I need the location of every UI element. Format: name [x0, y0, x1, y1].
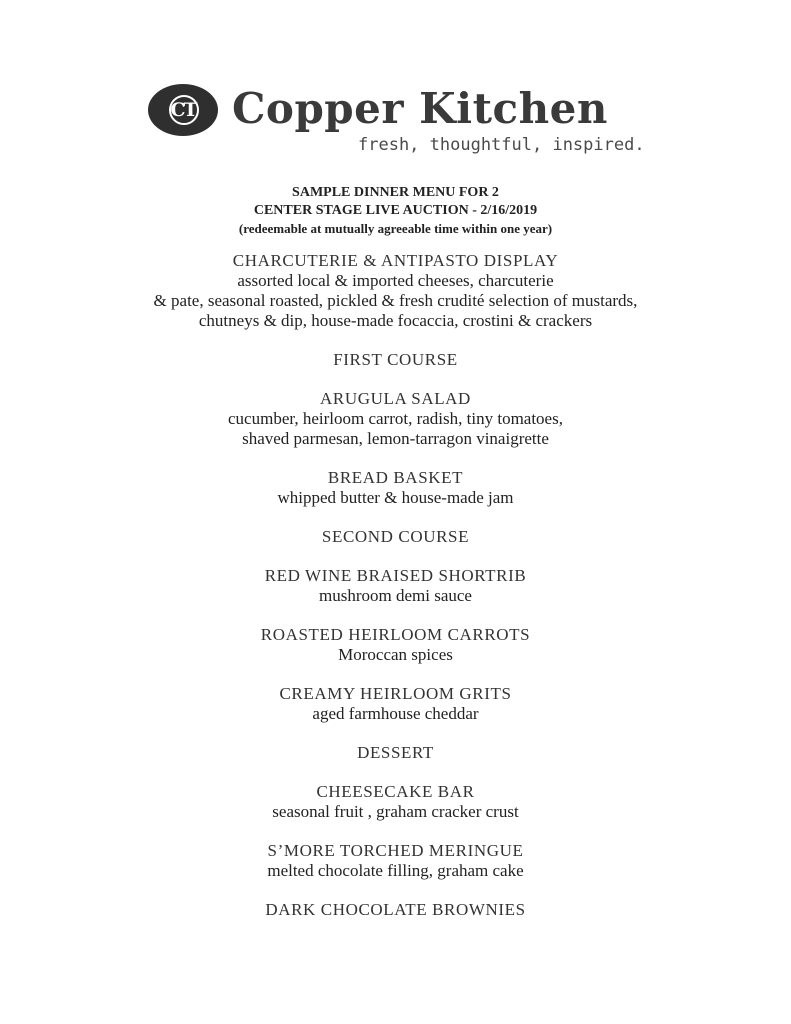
menu-header	[0, 184, 791, 238]
menu-item	[0, 467, 791, 508]
event-line: CENTER STAGE LIVE AUCTION - 2/16/2019	[253, 203, 538, 218]
menu-item	[0, 781, 791, 822]
menu-item-title: CREAMY HEIRLOOM GRITS	[279, 684, 512, 703]
menu-item	[0, 250, 791, 331]
menu-item-description: & pate, seasonal roasted, pickled & fresh crudité selection of mustards,	[153, 291, 638, 310]
menu-item-description: shaved parmesan, lemon-tarragon vinaigrette	[242, 429, 549, 448]
menu-item	[0, 899, 791, 920]
menu-item-title: BREAD BASKET	[327, 468, 464, 487]
menu-item-title: FIRST COURSE	[333, 350, 458, 369]
redemption-note: (redeemable at mutually agreeable time within one year)	[238, 221, 553, 236]
menu-item-title: RED WINE BRAISED SHORTRIB	[264, 566, 527, 585]
menu-item	[0, 683, 791, 724]
menu-item-description: cucumber, heirloom carrot, radish, tiny tomatoes,	[228, 409, 563, 428]
menu-item	[0, 624, 791, 665]
menu-item	[0, 388, 791, 449]
menu-item-description: mushroom demi sauce	[319, 586, 472, 605]
menu-item-title: SECOND COURSE	[321, 527, 470, 546]
menu-item	[0, 742, 791, 763]
menu-item-description: aged farmhouse cheddar	[312, 704, 479, 723]
brand-name: Copper Kitchen	[232, 84, 608, 133]
menu-item-title: CHARCUTERIE & ANTIPASTO DISPLAY	[232, 251, 559, 270]
menu-item	[0, 565, 791, 606]
menu-item-title: ROASTED HEIRLOOM CARROTS	[260, 625, 531, 644]
menu-heading: SAMPLE DINNER MENU FOR 2	[292, 185, 499, 200]
menu-item-title: CHEESECAKE BAR	[316, 782, 475, 801]
menu-item-description: melted chocolate filling, graham cake	[267, 861, 524, 880]
menu-item-title: DARK CHOCOLATE BROWNIES	[265, 900, 526, 919]
menu-item-description: Moroccan spices	[338, 645, 453, 664]
logo	[148, 80, 648, 160]
menu-item-title: ARUGULA SALAD	[320, 389, 471, 408]
monogram-letters: CT	[170, 99, 196, 121]
menu-item	[0, 349, 791, 370]
menu-list	[0, 250, 791, 938]
menu-item-description: assorted local & imported cheeses, charcuterie	[237, 271, 554, 290]
menu-item-description: chutneys & dip, house-made focaccia, crostini & crackers	[198, 311, 593, 330]
brand-tagline: fresh, thoughtful, inspired.	[358, 135, 645, 155]
menu-item-description: seasonal fruit , graham cracker crust	[272, 802, 519, 821]
menu-item	[0, 840, 791, 881]
menu-item-title: S’MORE TORCHED MERINGUE	[267, 841, 524, 860]
copper-kitchen-monogram-icon	[148, 84, 218, 136]
menu-item-description: whipped butter & house-made jam	[277, 488, 514, 507]
menu-item	[0, 526, 791, 547]
menu-item-title: DESSERT	[357, 743, 434, 762]
